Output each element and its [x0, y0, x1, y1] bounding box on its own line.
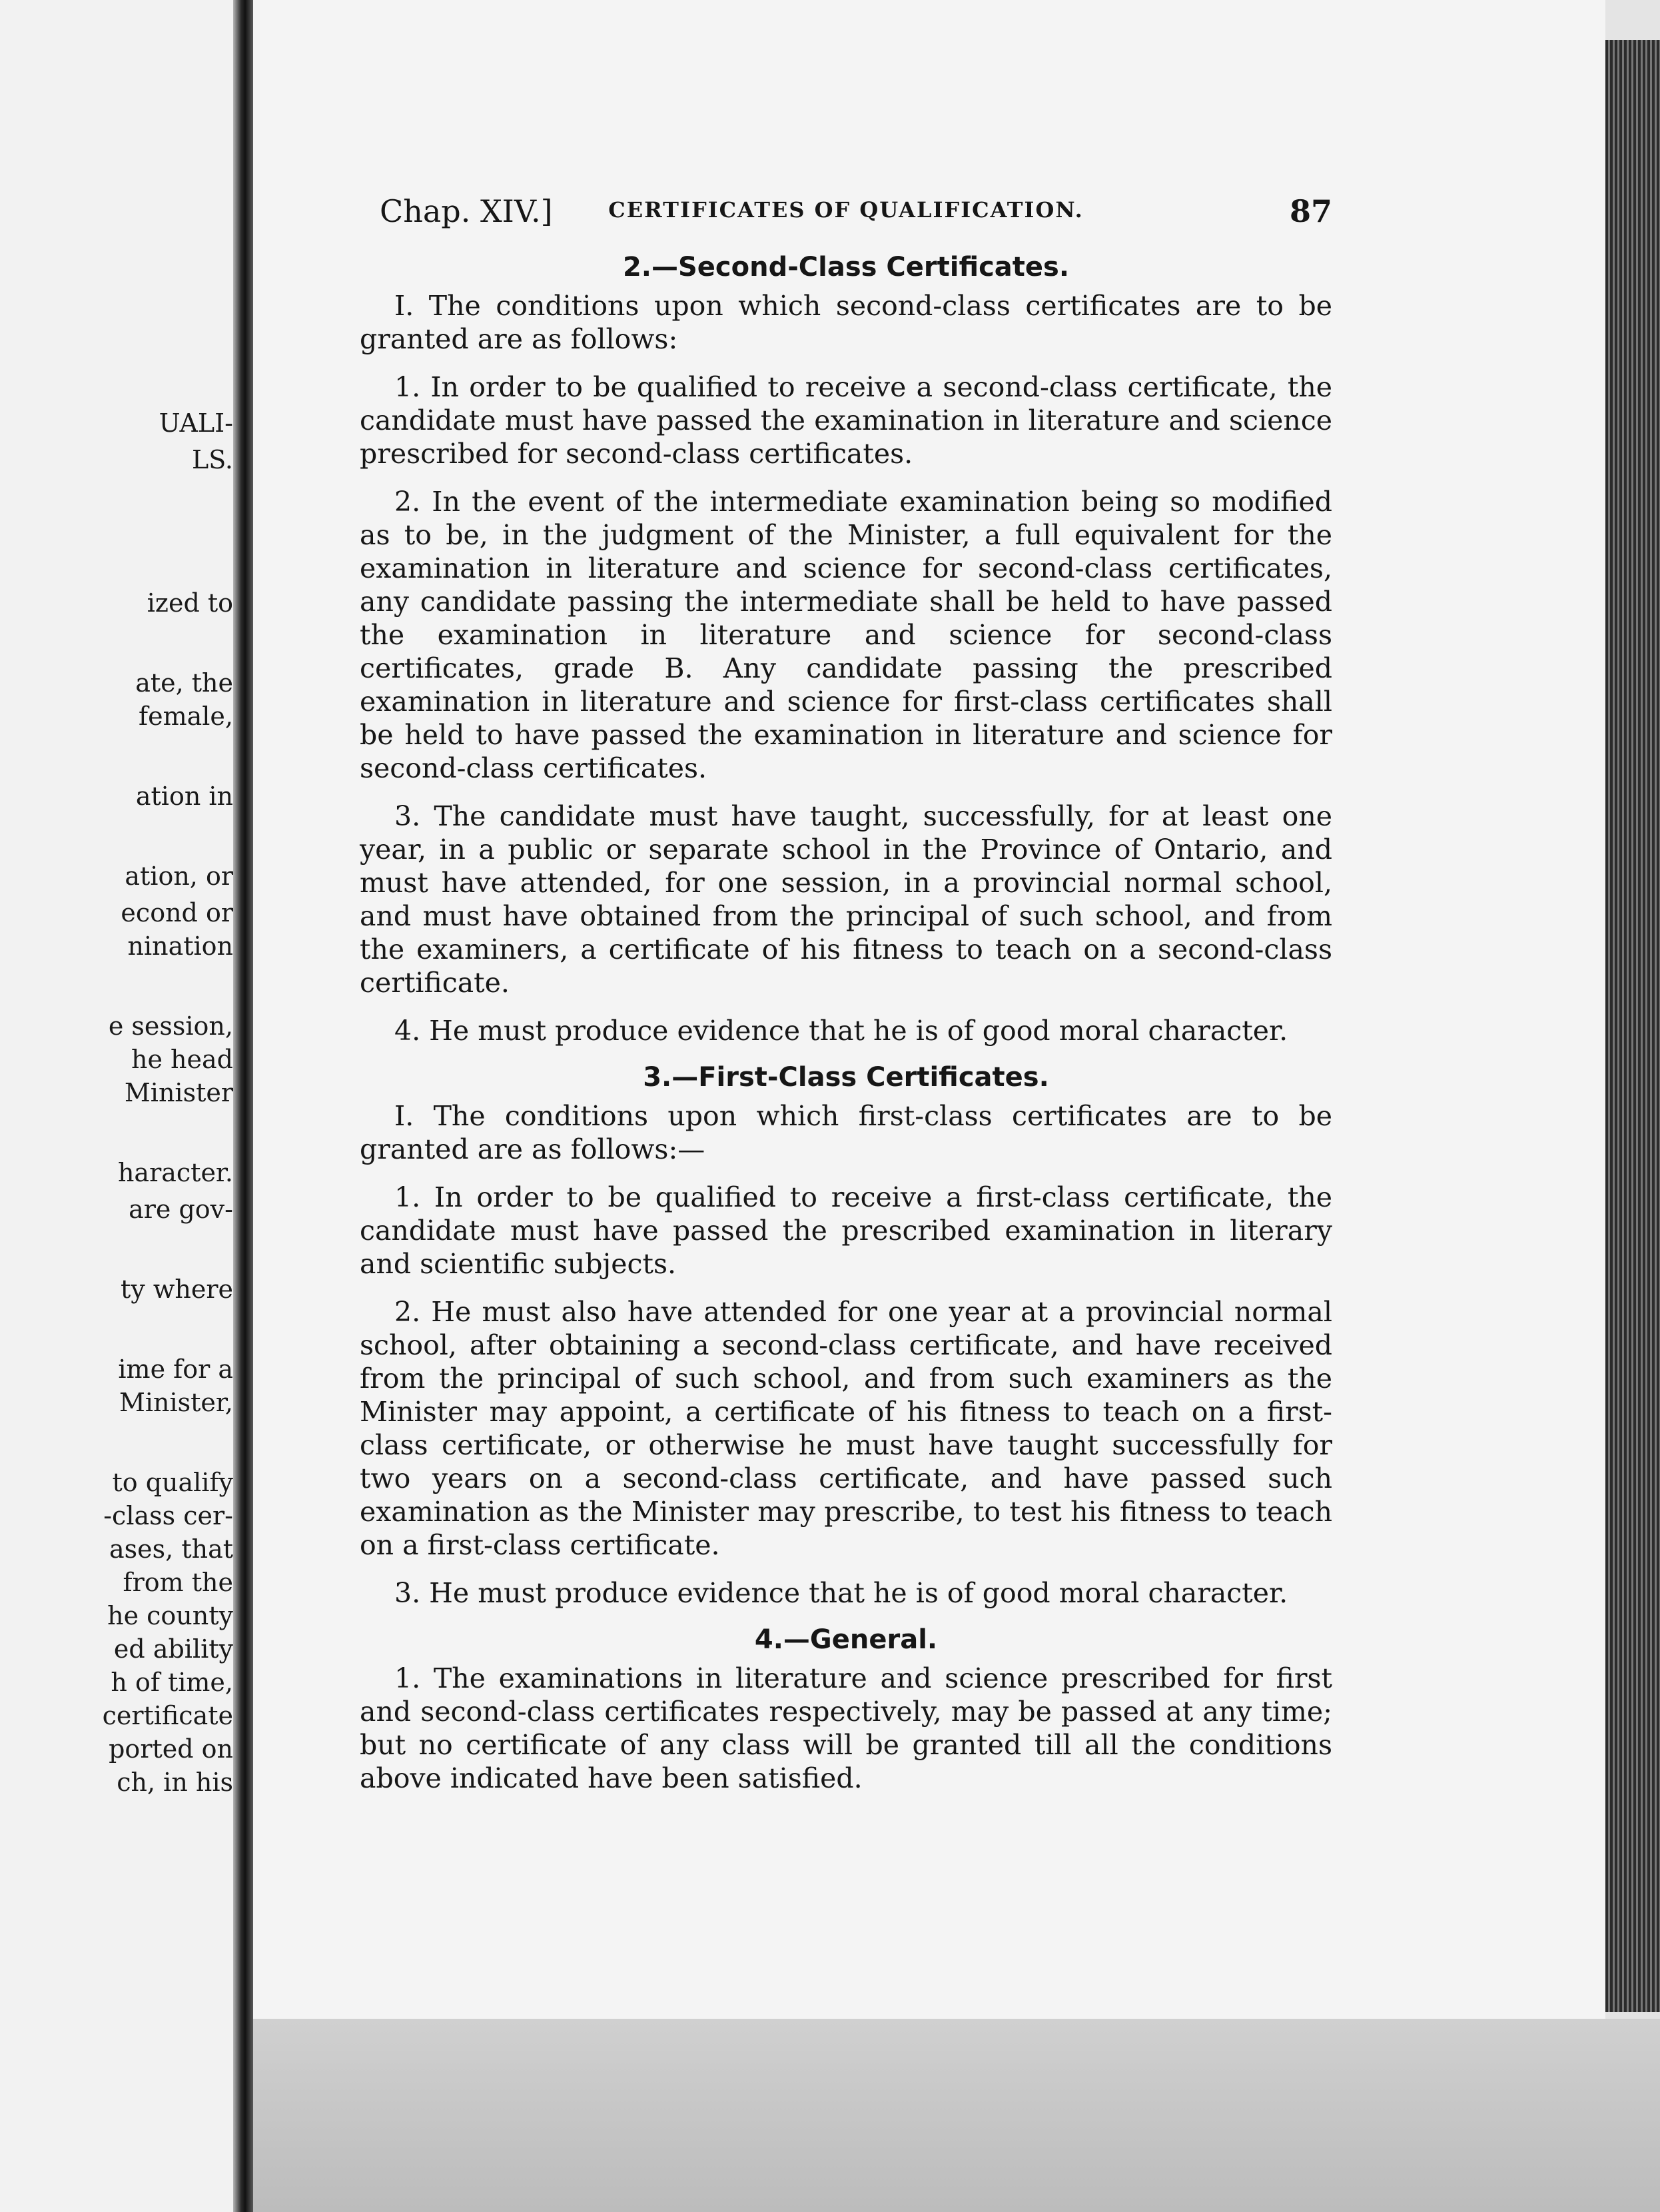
section-heading: 3.—First-Class Certificates. — [643, 1062, 1049, 1093]
left-page-fragment: econd or — [121, 898, 233, 927]
running-head — [360, 193, 1332, 240]
scan-bottom-margin — [253, 2019, 1660, 2212]
book-gutter — [233, 0, 253, 2212]
section-first-class — [360, 1062, 1332, 1610]
left-page-fragment: e session, — [108, 1011, 233, 1041]
left-page-fragment: ized to — [147, 588, 233, 618]
left-page-fragment: ases, that — [109, 1534, 233, 1564]
left-page-fragment: from the — [123, 1568, 233, 1597]
left-page — [0, 0, 233, 2212]
left-page-fragment: LS. — [192, 445, 233, 474]
left-page-fragment: Minister — [124, 1078, 233, 1107]
text-column — [360, 193, 1332, 1810]
paragraph: 4. He must produce evidence that he is of good moral character. — [394, 1015, 1288, 1047]
page-number: 87 — [1289, 193, 1332, 229]
left-page-fragment: ime for a — [118, 1355, 233, 1384]
left-page-fragment: he head — [131, 1045, 233, 1074]
section-general — [360, 1624, 1332, 1795]
left-page-fragment: UALI- — [159, 408, 233, 438]
left-page-fragment: to qualify — [112, 1468, 233, 1497]
section-second-class — [360, 252, 1332, 1047]
left-page-fragment: ed ability — [113, 1634, 233, 1664]
left-page-fragment: nination — [127, 931, 233, 961]
left-page-fragment: ation, or — [125, 861, 233, 891]
paragraph: 1. The examinations in literature and science prescribed for first and second-class certificates respectively, may be passed at any time; but no certificate of any class will be granted till all the conditions above indicated have been satisfied. — [360, 1662, 1332, 1794]
running-head-title: CERTIFICATES OF QUALIFICATION. — [608, 197, 1084, 223]
left-page-fragment: ate, the — [135, 668, 233, 698]
section-heading: 2.—Second-Class Certificates. — [622, 252, 1070, 282]
left-page-fragment: female, — [139, 702, 233, 731]
section-heading: 4.—General. — [754, 1624, 938, 1655]
paragraph: 1. In order to be qualified to receive a second-class certificate, the candidate must have passed the examination in literature and science prescribed for second-class certificates. — [360, 371, 1332, 470]
paragraph: 2. He must also have attended for one year at a provincial normal school, after obtaining a second-class certificate, and have received from the principal of such school, and from such examiners as the Minister may appoint, a certificate of his fitness to teach on a first-class certificate, or otherwise he must have taught successfully for two years on a second-class certificate, and have passed such examination as the Minister may prescribe, to test his fitness to teach on a first-class certificate. — [360, 1296, 1332, 1561]
paragraph: I. The conditions upon which first-class certificates are to be granted are as follows:— — [360, 1100, 1332, 1165]
paragraph: 2. In the event of the intermediate examination being so modified as to be, in the judgment of the Minister, a full equivalent for the examination in literature and science for second-class certificates, any candidate passing the intermediate shall be held to have passed the examination in literature and science for second-class certificates, grade B. Any candidate passing the prescribed examination in literature and science for first-class certificates shall be held to have passed the examination in literature and science for second-class certificates. — [360, 486, 1332, 784]
paragraph: I. The conditions upon which second-class certificates are to be granted are as follows: — [360, 290, 1332, 355]
paragraph: 3. He must produce evidence that he is of good moral character. — [394, 1577, 1288, 1609]
left-page-text-fragments — [0, 0, 233, 2212]
paragraph: 3. The candidate must have taught, successfully, for at least one year, in a public or separate school in the Province of Ontario, and must have attended, for one session, in a provincial normal school, and must have obtained from the principal of such school, and from the examiners, a certificate of his fitness to teach on a second-class certificate. — [360, 800, 1332, 999]
left-page-fragment: ch, in his — [117, 1768, 233, 1797]
left-page-fragment: h of time, — [111, 1668, 233, 1697]
left-page-fragment: ported on — [109, 1734, 233, 1764]
left-page-fragment: haracter. — [117, 1158, 233, 1187]
chapter-label: Chap. XIV.] — [380, 193, 553, 229]
left-page-fragment: ty where — [121, 1275, 233, 1304]
paragraph: 1. In order to be qualified to receive a first-class certificate, the candidate must have passed the prescribed examination in literary and scientific subjects. — [360, 1181, 1332, 1280]
left-page-fragment: -class cer- — [103, 1501, 233, 1530]
left-page-fragment: he county — [107, 1601, 233, 1630]
left-page-fragment: ation in — [135, 782, 233, 811]
page-edges — [1605, 40, 1660, 2012]
left-page-fragment: certificate — [102, 1701, 233, 1730]
left-page-fragment: Minister, — [119, 1388, 233, 1417]
left-page-fragment: are gov- — [129, 1195, 233, 1224]
